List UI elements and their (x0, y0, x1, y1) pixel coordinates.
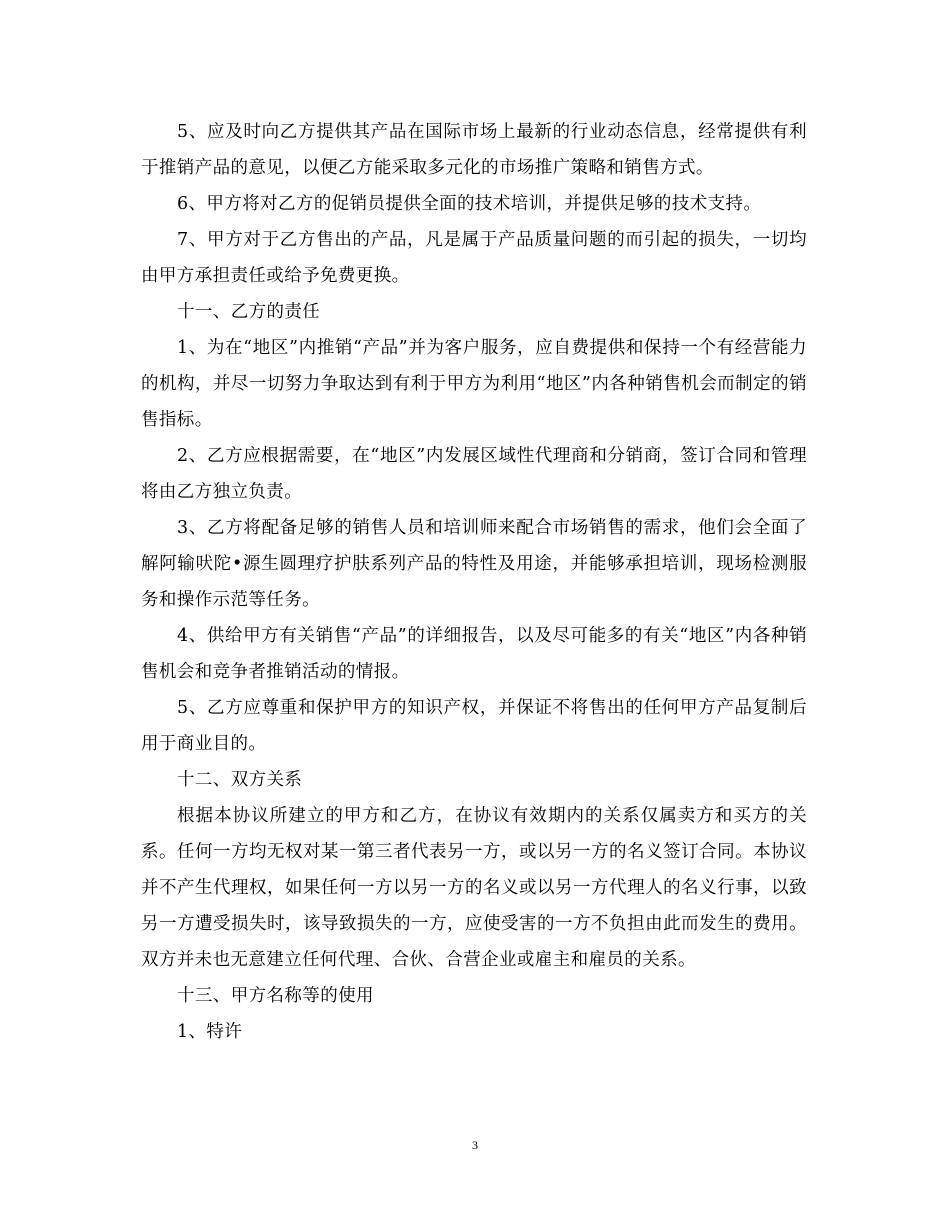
clause-paragraph: 1、为在“地区”内推销“产品”并为客户服务，应自费提供和保持一个有经营能力的机构，并尽一切努力争取达到有利于甲方为利用“地区”内各种销售机会而制定的销售指标。 (141, 338, 807, 430)
clause-paragraph: 4、供给甲方有关销售“产品”的详细报告，以及尽可能多的有关“地区”内各种销售机会和竞争者推销活动的情报。 (141, 626, 807, 682)
section-heading: 十三、甲方名称等的使用 (177, 986, 374, 1006)
clause-paragraph: 2、乙方应根据需要，在“地区”内发展区域性代理商和分销商，签订合同和管理将由乙方独立负责。 (141, 446, 807, 502)
clause-paragraph: 7、甲方对于乙方售出的产品，凡是属于产品质量问题的而引起的损失，一切均由甲方承担责任或给予免费更换。 (141, 230, 807, 286)
section-heading: 十一、乙方的责任 (177, 302, 321, 322)
section-heading: 十二、双方关系 (177, 770, 303, 790)
document-body (141, 114, 807, 1050)
clause-paragraph: 根据本协议所建立的甲方和乙方，在协议有效期内的关系仅属卖方和买方的关系。任何一方均无权对某一第三者代表另一方，或以另一方的名义签订合同。本协议并不产生代理权，如果任何一方以另一方的名义或以另一方代理人的名义行事，以致另一方遭受损失时，该导致损失的一方，应使受害的一方不负担由此而发生的费用。双方并未也无意建立任何代理、合伙、合营企业或雇主和雇员的关系。 (141, 806, 807, 970)
clause-paragraph: 5、应及时向乙方提供其产品在国际市场上最新的行业动态信息，经常提供有利于推销产品的意见，以便乙方能采取多元化的市场推广策略和销售方式。 (141, 122, 807, 178)
clause-paragraph: 1、特许 (177, 1022, 243, 1042)
clause-paragraph: 3、乙方将配备足够的销售人员和培训师来配合市场销售的需求，他们会全面了解阿输吠陀•源生圆理疗护肤系列产品的特性及用途，并能够承担培训，现场检测服务和操作示范等任务。 (141, 518, 807, 610)
page-number: 3 (472, 1138, 478, 1152)
clause-paragraph: 6、甲方将对乙方的促销员提供全面的技术培训，并提供足够的技术支持。 (177, 194, 762, 214)
clause-paragraph: 5、乙方应尊重和保护甲方的知识产权，并保证不将售出的任何甲方产品复制后用于商业目的。 (141, 698, 807, 754)
